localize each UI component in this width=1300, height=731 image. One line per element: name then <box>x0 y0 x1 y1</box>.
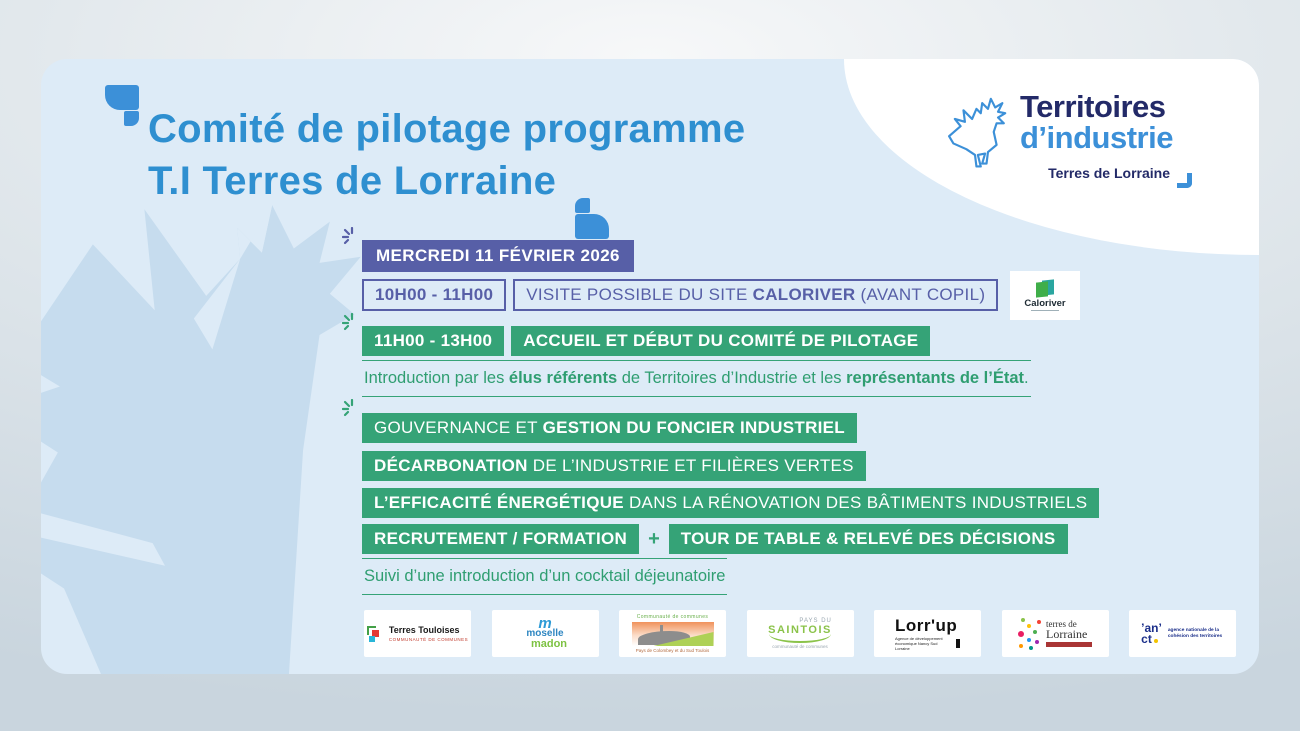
program-card <box>41 59 1259 674</box>
intro-text: Introduction par les élus référents de Territoires d’Industrie et les représentants de l’État. <box>362 360 1031 397</box>
partner-logo-anct <box>1129 610 1236 657</box>
partner-top-label: PAYS DU <box>799 618 832 624</box>
topic-banner-tour-de-table: TOUR DE TABLE & RELEVÉ DES DÉCISIONS <box>669 524 1068 554</box>
slot-visit-row <box>362 279 998 311</box>
anct-dot-icon <box>1154 639 1158 643</box>
partner-name: Lorr'up <box>895 616 958 635</box>
terres-lorraine-bar-icon <box>1046 642 1092 647</box>
caloriver-pages-icon <box>1035 280 1055 297</box>
slot-copil-row <box>362 326 930 356</box>
date-banner: MERCREDI 11 FÉVRIER 2026 <box>362 240 634 272</box>
brand-name-line2: d’industrie <box>1020 120 1173 155</box>
open-quote-icon <box>105 85 139 126</box>
partner-name-2: madon <box>530 638 568 650</box>
rooster-watermark <box>41 187 369 674</box>
topic-banner-gouvernance: GOUVERNANCE ET GESTION DU FONCIER INDUSTRIEL <box>362 413 857 443</box>
partner-top-label: Communauté de communes <box>636 614 709 620</box>
anct-quote-icon: ’ <box>1141 620 1145 635</box>
slot-copil-time: 11H00 - 13H00 <box>362 326 504 356</box>
partner-logo-pays-colombey <box>619 610 726 657</box>
partner-subtitle: Pays de Colombey et du Sud Toulois <box>635 648 710 653</box>
partner-name: moselle <box>526 628 564 639</box>
topic-combo-row <box>362 524 1068 554</box>
brand-region-label: Terres de Lorraine <box>1048 165 1170 181</box>
terres-touloises-icon <box>367 625 384 642</box>
moselle-madon-icon: m <box>538 615 552 632</box>
partner-subtitle: agence nationale de la cohésion des territoires <box>1167 627 1223 639</box>
title-line1: Comité de pilotage programme <box>148 107 746 151</box>
brand-lockup <box>1020 89 1192 181</box>
dots-cluster-icon <box>1018 631 1024 637</box>
partner-name: SAINTOIS <box>768 624 832 636</box>
slot-visit-time: 10H00 - 11H00 <box>362 279 506 311</box>
landscape-icon <box>632 622 714 646</box>
slot-copil-label: ACCUEIL ET DÉBUT DU COMITÉ DE PILOTAGE <box>511 326 930 356</box>
caloriver-logo-name: Caloriver <box>1024 298 1066 309</box>
topic-banner-decarbonation: DÉCARBONATION DE L’INDUSTRIE ET FILIÈRES VERTES <box>362 451 866 481</box>
title-line2: T.I Terres de Lorraine <box>148 159 557 203</box>
partner-name-2: ct <box>1141 631 1152 646</box>
page-title <box>148 103 745 207</box>
partner-logo-pays-saintois <box>747 610 854 657</box>
topic-banner-efficacite: L’EFFICACITÉ ÉNERGÉTIQUE DANS LA RÉNOVATION DES BÂTIMENTS INDUSTRIELS <box>362 488 1099 518</box>
anct-monogram <box>1141 620 1162 646</box>
sparkle-icon <box>342 227 360 245</box>
brand-region-row <box>1020 165 1192 181</box>
sparkle-icon <box>342 399 360 417</box>
brand-name-line1: Territoires <box>1020 89 1166 124</box>
caloriver-logo-tagline <box>1031 310 1059 311</box>
partner-name: terres de <box>1046 619 1077 629</box>
slot-visit-label: VISITE POSSIBLE DU SITE CALORIVER (AVANT COPIL) <box>513 279 998 311</box>
partner-subtitle: COMMUNAUTÉ DE COMMUNES <box>388 636 469 642</box>
close-quote-icon <box>575 198 609 239</box>
partner-logo-lorrup <box>874 610 981 657</box>
anct-quote-icon: ’ <box>1158 620 1162 635</box>
rooster-logo-icon <box>939 87 1011 179</box>
lorrup-bar-icon <box>956 639 960 648</box>
swoosh-icon <box>769 634 831 643</box>
topic-banner-recrutement: RECRUTEMENT / FORMATION <box>362 524 639 554</box>
partner-name-2: Lorraine <box>1046 627 1088 641</box>
sparkle-icon <box>342 313 360 331</box>
caloriver-logo <box>1010 271 1080 320</box>
partner-logo-terres-touloises <box>364 610 471 657</box>
partner-logos-row <box>364 610 1236 657</box>
partner-subtitle: Agence de développement économique Nancy Sud Lorraine <box>895 636 943 651</box>
brand-panel <box>844 59 1259 255</box>
plus-sign: + <box>648 527 660 550</box>
partner-name: Terres Touloises <box>388 625 460 636</box>
outro-text: Suivi d’une introduction d’un cocktail déjeunatoire <box>362 558 727 595</box>
partner-logo-terres-lorraine <box>1002 610 1109 657</box>
corner-bracket-icon <box>1177 173 1192 188</box>
partner-logo-moselle-madon <box>492 610 599 657</box>
partner-name: an <box>1144 620 1159 635</box>
partner-subtitle: communauté de communes <box>772 644 828 649</box>
